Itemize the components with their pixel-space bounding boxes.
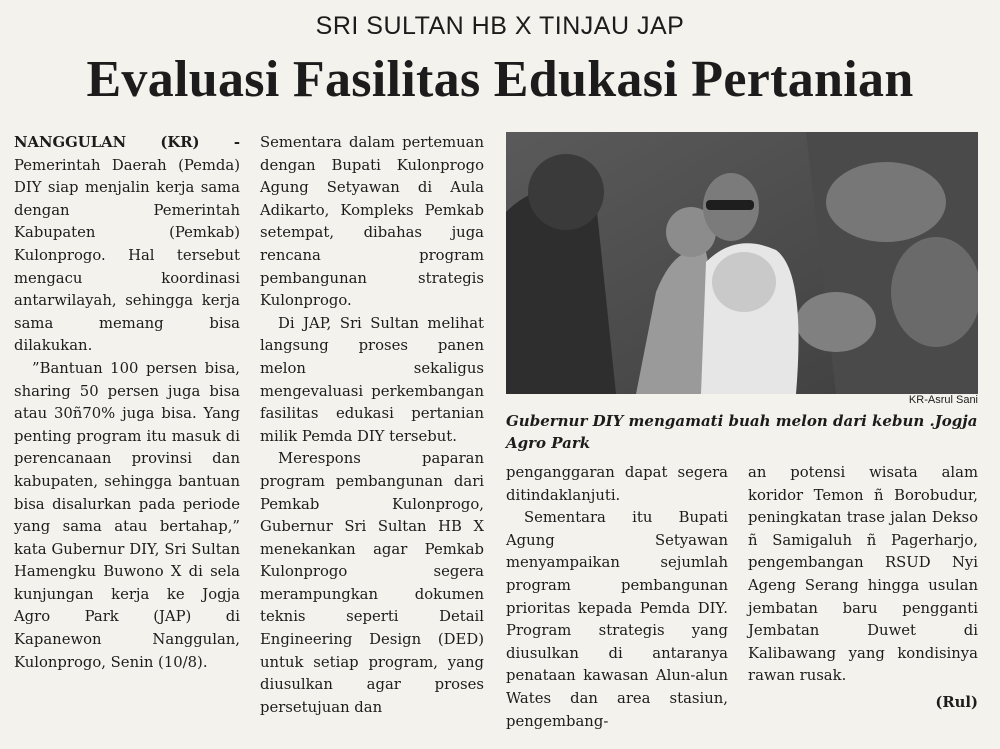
dateline: NANGGULAN (KR) - — [14, 134, 240, 151]
photo-caption: Gubernur DIY mengamati buah melon dari kebun .Jogja Agro Park — [506, 412, 978, 452]
leaf-shape — [826, 162, 946, 242]
article-paragraph: Sementara dalam pertemuan dengan Bupati Kulonprogo Agung Setyawan di Aula Adikarto, Kompleks Pemkab setempat, dibahas juga rencana program pembangunan strategis Kulonprogo. — [260, 134, 484, 310]
person-head — [528, 154, 604, 230]
article-column-4 — [748, 462, 978, 715]
article-paragraph: penganggaran dapat segera ditindaklanjuti. — [506, 464, 728, 504]
article-paragraph: Merespons paparan program pembangunan dari Pemkab Kulonprogo, Gubernur Sri Sultan HB X menekankan agar Pemkab Kulonprogo segera merampungkan dokumen teknis seperti Detail Engineering Design (DED) untuk setiap program, yang diusulkan agar proses persetujuan dan — [260, 450, 484, 716]
article-column-2 — [260, 132, 484, 719]
article-paragraph: ”Bantuan 100 persen bisa, sharing 50 persen juga bisa atau 30ñ70% juga bisa. Yang penting program itu masuk di perencanaan provinsi dan kabupaten, sehingga bantuan bisa disalurkan pada periode yang sama atau bertahap,” kata Gubernur DIY, Sri Sultan Hamengku Buwono X di sela kunjungan kerja ke Jogja Agro Park (JAP) di Kapanewon Nanggulan, Kulonprogo, Senin (10/8). — [14, 359, 240, 671]
article-paragraph: Sementara itu Bupati Agung Setyawan menyampaikan sejumlah program pembangunan prioritas kepada Pemda DIY. Program strategis yang diusulkan di antaranya penataan kawasan Alun-alun Wates dan area stasiun, pengembang- — [506, 509, 728, 730]
article-headline: Evaluasi Fasilitas Edukasi Pertanian — [86, 51, 914, 108]
news-photo — [506, 132, 978, 394]
leaf-shape — [796, 292, 876, 352]
article-paragraph: an potensi wisata alam koridor Temon ñ Borobudur, peningkatan trase jalan Dekso ñ Samigaluh ñ Pagerharjo, pengembangan RSUD Nyi Ageng Serang hingga usulan jembatan baru pengganti Jembatan Duwet di Kalibawang yang kondisinya rawan rusak. — [748, 464, 978, 685]
eyeglasses — [706, 200, 754, 210]
article-paragraph: Di JAP, Sri Sultan melihat langsung proses panen melon sekaligus mengevaluasi perkembangan fasilitas edukasi pertanian milik Pemda DIY tersebut. — [260, 314, 484, 445]
article-kicker: SRI SULTAN HB X TINJAU JAP — [315, 12, 685, 40]
photo-illustration — [506, 132, 978, 394]
author-initials: (Rul) — [935, 693, 978, 711]
melon — [712, 252, 776, 312]
paragraph-text: Pemerintah Daerah (Pemda) DIY siap menjalin kerja sama dengan Pemerintah Kabupaten (Pemkab) Kulonprogo. Hal tersebut mengacu koordinasi antarwilayah, sehingga kerja sama memang bisa dilakukan. — [14, 156, 240, 355]
leaf-shape — [891, 237, 978, 347]
article-column-1 — [14, 132, 240, 674]
photo-credit: KR-Asrul Sani — [908, 394, 978, 406]
article-column-3 — [506, 462, 728, 733]
article-paragraph — [14, 132, 240, 358]
